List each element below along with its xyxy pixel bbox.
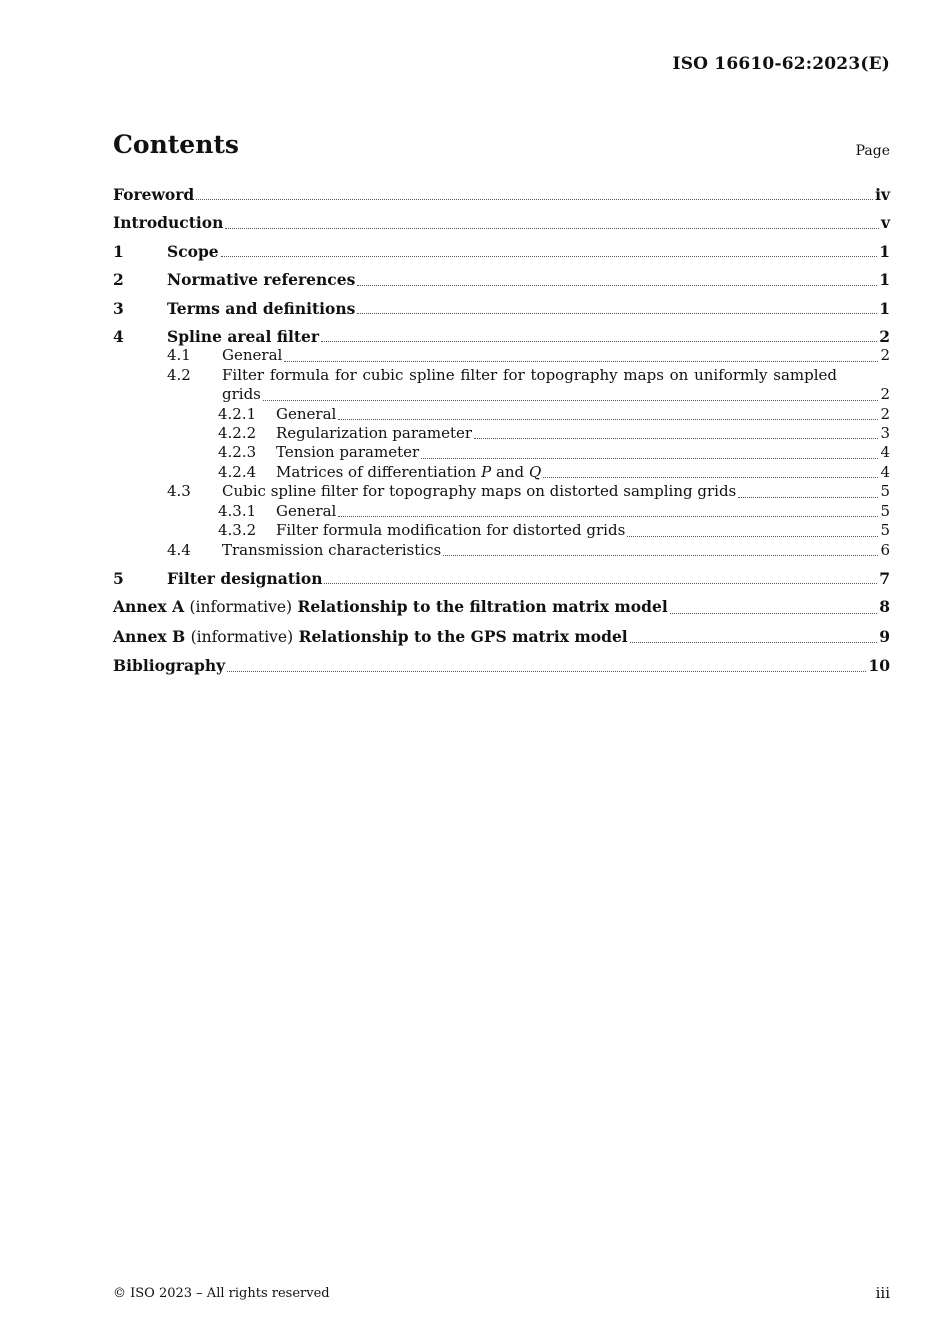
toc-entry-page: 5 xyxy=(880,501,890,520)
footer-copyright: © ISO 2023 – All rights reserved xyxy=(113,1286,330,1301)
toc-entry-title xyxy=(113,597,668,617)
page-title: Contents xyxy=(113,130,240,159)
dot-leader xyxy=(324,583,877,584)
title-text: Matrices of differentiation xyxy=(276,462,482,481)
toc-entry-4-4[interactable] xyxy=(113,541,890,560)
dot-leader xyxy=(263,400,879,401)
toc-entry-page: 5 xyxy=(880,521,890,540)
annex-kind: (informative) xyxy=(189,598,293,617)
toc-entry-number: 4.3.2 xyxy=(218,521,257,540)
toc-entry-page: 8 xyxy=(879,597,890,617)
dot-leader xyxy=(227,671,866,672)
toc-entry-4-2[interactable] xyxy=(113,366,890,405)
toc-entry-title: Transmission characteristics xyxy=(222,540,442,559)
dot-leader xyxy=(196,199,873,200)
variable-q: Q xyxy=(528,462,542,481)
toc-entry-title: Filter formula modification for distorted grids xyxy=(276,521,626,540)
toc-entry-scope[interactable] xyxy=(113,242,890,261)
toc-entry-page: 5 xyxy=(880,482,890,501)
annex-label: Annex B xyxy=(113,626,186,646)
dot-leader xyxy=(738,497,878,498)
toc-entry-introduction[interactable] xyxy=(113,213,890,232)
toc-entry-page: 2 xyxy=(879,327,890,347)
toc-entry-number: 5 xyxy=(113,568,124,588)
toc-entry-page: 7 xyxy=(879,568,890,588)
dot-leader xyxy=(670,613,877,614)
toc-entry-number: 4.3.1 xyxy=(218,501,257,520)
toc-entry-title: General xyxy=(276,501,337,520)
toc-entry-page: 6 xyxy=(880,540,890,559)
toc-entry-title: Regularization parameter xyxy=(276,424,473,443)
toc-entry-number: 4.2.1 xyxy=(218,404,257,423)
toc-entry-number: 4.2 xyxy=(167,365,191,384)
footer-page-number: iii xyxy=(875,1284,890,1302)
dot-leader xyxy=(321,341,877,342)
toc-entry-page: 1 xyxy=(879,241,890,261)
variable-p: P xyxy=(481,462,492,481)
dot-leader xyxy=(225,228,879,229)
dot-leader xyxy=(284,361,878,362)
toc-entry-title: General xyxy=(276,404,337,423)
toc-entry-number: 3 xyxy=(113,298,124,318)
dot-leader xyxy=(630,642,878,643)
toc-entry-number: 4.2.2 xyxy=(218,424,257,443)
toc-entry-page: iv xyxy=(875,185,890,204)
toc-entry-title: Terms and definitions xyxy=(167,298,356,318)
toc-entry-page: 10 xyxy=(868,656,890,676)
toc-entry-number: 4.2.3 xyxy=(218,443,257,462)
toc-entry-page: 3 xyxy=(880,424,890,443)
toc-entry-number: 1 xyxy=(113,241,124,261)
toc-entry-title: Foreword xyxy=(113,185,195,204)
toc-entry-4-3-1[interactable] xyxy=(113,502,890,521)
dot-leader xyxy=(357,285,877,286)
dot-leader xyxy=(443,555,878,556)
toc-entry-annex-a[interactable] xyxy=(113,597,890,617)
toc-entry-title: Tension parameter xyxy=(276,443,420,462)
toc-entry-normative-references[interactable] xyxy=(113,270,890,289)
table-of-contents xyxy=(113,185,890,676)
toc-entry-annex-b[interactable] xyxy=(113,627,890,647)
toc-entry-title: Spline areal filter xyxy=(167,327,320,347)
toc-entry-page: 2 xyxy=(880,404,890,423)
toc-entry-page: v xyxy=(880,213,890,233)
dot-leader xyxy=(338,419,878,420)
annex-label: Annex A xyxy=(113,597,185,617)
toc-entry-title xyxy=(276,463,541,482)
title-text: and xyxy=(491,462,529,481)
toc-entry-page: 1 xyxy=(879,270,890,290)
page-column-label: Page xyxy=(855,143,890,159)
toc-entry-title: Bibliography xyxy=(113,656,226,676)
toc-entry-page: 1 xyxy=(879,298,890,318)
toc-entry-title: Scope xyxy=(167,241,219,261)
toc-entry-title: General xyxy=(222,346,283,365)
toc-entry-title: Cubic spline filter for topography maps on distorted sampling grids xyxy=(222,482,737,501)
toc-entry-filter-designation[interactable] xyxy=(113,569,890,588)
toc-entry-4-2-3[interactable] xyxy=(113,443,890,462)
toc-entry-title: Filter designation xyxy=(167,568,323,588)
toc-entry-title-line2: grids xyxy=(222,385,261,404)
dot-leader xyxy=(421,458,878,459)
toc-entry-page: 9 xyxy=(879,626,890,646)
toc-entry-4-1[interactable] xyxy=(113,346,890,365)
toc-entry-title-line1: Filter formula for cubic spline filter for topography maps on uniformly sampled xyxy=(222,365,837,384)
annex-title: Relationship to the filtration matrix model xyxy=(297,597,668,617)
toc-entry-title xyxy=(113,627,628,647)
toc-entry-page: 4 xyxy=(880,443,890,462)
toc-entry-number: 4 xyxy=(113,327,124,347)
toc-entry-page: 4 xyxy=(880,462,890,481)
document-id: ISO 16610-62:2023(E) xyxy=(672,54,890,74)
toc-entry-4-2-1[interactable] xyxy=(113,405,890,424)
dot-leader xyxy=(543,477,878,478)
dot-leader xyxy=(221,256,878,257)
toc-entry-page: 2 xyxy=(880,346,890,365)
toc-entry-number: 4.3 xyxy=(167,482,191,501)
toc-entry-4-2-2[interactable] xyxy=(113,424,890,443)
toc-entry-number: 4.1 xyxy=(167,346,191,365)
annex-title: Relationship to the GPS matrix model xyxy=(298,626,628,646)
toc-entry-terms-and-definitions[interactable] xyxy=(113,299,890,318)
toc-entry-number: 2 xyxy=(113,270,124,290)
toc-entry-title: Introduction xyxy=(113,213,224,233)
toc-entry-page: 2 xyxy=(880,385,890,404)
toc-entry-bibliography[interactable] xyxy=(113,656,890,675)
dot-leader xyxy=(357,313,877,314)
toc-entry-4-3[interactable] xyxy=(113,482,890,501)
toc-entry-number: 4.4 xyxy=(167,540,191,559)
toc-entry-4-2-4[interactable] xyxy=(113,463,890,482)
annex-kind: (informative) xyxy=(190,627,294,646)
dot-leader xyxy=(338,516,878,517)
toc-entry-title: Normative references xyxy=(167,270,356,290)
toc-entry-4-3-2[interactable] xyxy=(113,521,890,540)
dot-leader xyxy=(474,438,878,439)
dot-leader xyxy=(627,536,878,537)
toc-entry-spline-areal-filter[interactable] xyxy=(113,327,890,346)
toc-entry-foreword[interactable] xyxy=(113,185,890,204)
toc-entry-number: 4.2.4 xyxy=(218,462,257,481)
